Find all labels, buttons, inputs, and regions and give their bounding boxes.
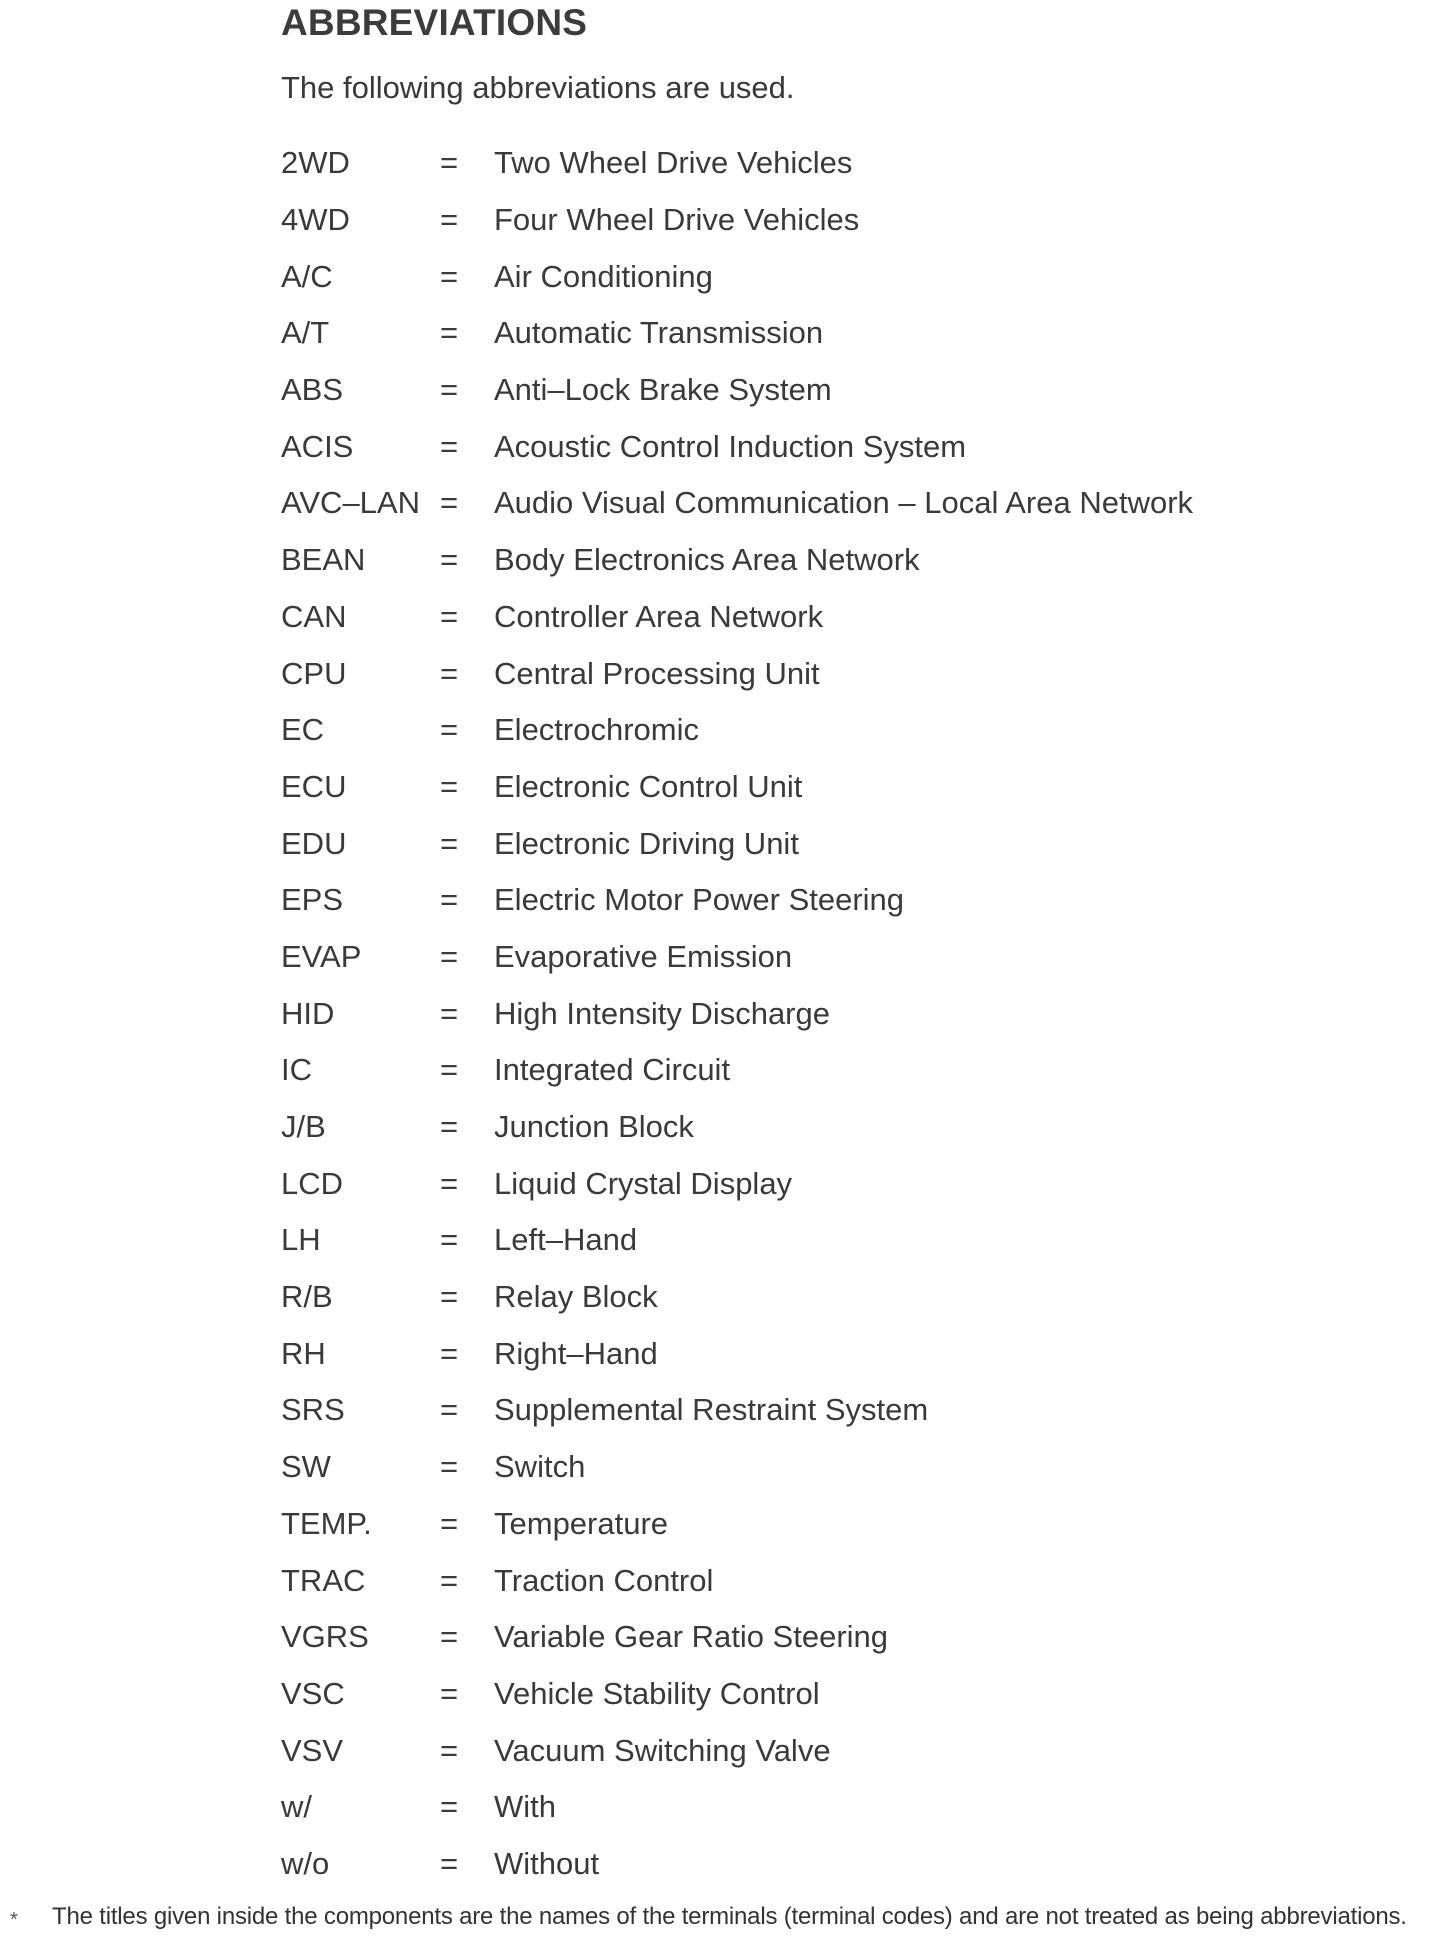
abbreviation-term: VSC	[281, 1675, 345, 1711]
equals-sign: =	[440, 1619, 459, 1655]
abbreviation-term: AVC–LAN	[281, 485, 420, 521]
list-item	[281, 759, 1193, 816]
list-item	[281, 305, 1193, 362]
list-item	[281, 1722, 1193, 1779]
abbreviation-term: VSV	[281, 1732, 344, 1768]
equals-sign: =	[440, 1449, 459, 1485]
abbreviation-term: R/B	[281, 1279, 333, 1315]
equals-sign: =	[440, 825, 459, 861]
abbreviation-definition: Integrated Circuit	[494, 1052, 731, 1088]
equals-sign: =	[440, 428, 459, 464]
abbreviation-term: VGRS	[281, 1619, 369, 1655]
abbreviation-definition: Without	[494, 1845, 600, 1881]
equals-sign: =	[440, 1335, 459, 1371]
list-item	[281, 362, 1193, 419]
intro-text: The following abbreviations are used.	[281, 70, 795, 105]
equals-sign: =	[440, 1845, 459, 1881]
abbreviation-definition: Electrochromic	[494, 712, 699, 748]
abbreviation-term: ECU	[281, 768, 347, 804]
footnote-text: The titles given inside the components are the names of the terminals (terminal codes) and are not treated as being abbreviations.	[52, 1903, 1407, 1930]
list-item	[281, 589, 1193, 646]
abbreviation-term: LH	[281, 1222, 321, 1258]
list-item	[281, 929, 1193, 986]
abbreviation-term: LCD	[281, 1165, 344, 1201]
list-item	[281, 702, 1193, 759]
abbreviation-term: BEAN	[281, 542, 366, 578]
abbreviation-term: TRAC	[281, 1562, 366, 1598]
abbreviation-term: A/T	[281, 315, 330, 351]
abbreviation-definition: Junction Block	[494, 1109, 694, 1145]
list-item	[281, 418, 1193, 475]
equals-sign: =	[440, 485, 459, 521]
equals-sign: =	[440, 995, 459, 1031]
list-item	[281, 248, 1193, 305]
abbreviation-definition: Electric Motor Power Steering	[494, 882, 905, 918]
list-item	[281, 1382, 1193, 1439]
abbreviation-definition: Vehicle Stability Control	[494, 1675, 820, 1711]
list-item	[281, 1496, 1193, 1553]
asterisk-icon: *	[10, 1909, 18, 1931]
abbreviation-definition: Left–Hand	[494, 1222, 638, 1258]
equals-sign: =	[440, 1675, 459, 1711]
equals-sign: =	[440, 1222, 459, 1258]
abbreviation-term: RH	[281, 1335, 326, 1371]
list-item	[281, 1269, 1193, 1326]
list-item	[281, 135, 1193, 192]
list-item	[281, 532, 1193, 589]
abbreviation-term: EDU	[281, 825, 347, 861]
abbreviation-definition: Supplemental Restraint System	[494, 1392, 929, 1428]
list-item	[281, 1212, 1193, 1269]
abbreviation-term: EVAP	[281, 938, 362, 974]
list-item	[281, 1155, 1193, 1212]
equals-sign: =	[440, 1165, 459, 1201]
abbreviation-term: EPS	[281, 882, 344, 918]
list-item	[281, 1042, 1193, 1099]
list-item	[281, 1666, 1193, 1723]
abbreviation-term: IC	[281, 1052, 312, 1088]
abbreviation-definition: Evaporative Emission	[494, 938, 793, 974]
equals-sign: =	[440, 882, 459, 918]
abbreviation-definition: Switch	[494, 1449, 586, 1485]
abbreviation-definition: With	[494, 1789, 556, 1825]
equals-sign: =	[440, 542, 459, 578]
abbreviation-definition: Automatic Transmission	[494, 315, 824, 351]
list-item	[281, 985, 1193, 1042]
equals-sign: =	[440, 1052, 459, 1088]
abbreviation-term: w/	[281, 1789, 312, 1825]
list-item	[281, 815, 1193, 872]
equals-sign: =	[440, 938, 459, 974]
abbreviation-definition: Temperature	[494, 1505, 669, 1541]
abbreviation-definition: Relay Block	[494, 1279, 658, 1315]
abbreviation-definition: Traction Control	[494, 1562, 714, 1598]
abbreviation-definition: Central Processing Unit	[494, 655, 820, 691]
page-title: ABBREVIATIONS	[281, 2, 588, 43]
abbreviation-term: HID	[281, 995, 335, 1031]
abbreviation-term: CAN	[281, 598, 347, 634]
list-item	[281, 872, 1193, 929]
equals-sign: =	[440, 315, 459, 351]
equals-sign: =	[440, 1279, 459, 1315]
abbreviation-definition: Two Wheel Drive Vehicles	[494, 145, 853, 181]
abbreviation-definition: Acoustic Control Induction System	[494, 428, 967, 464]
list-item	[281, 1439, 1193, 1496]
abbreviation-definition: Variable Gear Ratio Steering	[494, 1619, 889, 1655]
abbreviation-definition: Anti–Lock Brake System	[494, 372, 832, 408]
abbreviation-term: SRS	[281, 1392, 345, 1428]
list-item	[281, 645, 1193, 702]
abbreviation-definition: Body Electronics Area Network	[494, 542, 920, 578]
abbreviation-definition: Audio Visual Communication – Local Area Network	[494, 485, 1194, 521]
equals-sign: =	[440, 372, 459, 408]
abbreviation-term: A/C	[281, 258, 333, 294]
abbreviation-term: ACIS	[281, 428, 354, 464]
list-item	[281, 1552, 1193, 1609]
abbreviation-definition: Air Conditioning	[494, 258, 713, 294]
list-item	[281, 192, 1193, 249]
abbreviation-definition: Electronic Driving Unit	[494, 825, 799, 861]
abbreviation-term: ABS	[281, 372, 344, 408]
abbreviation-term: 2WD	[281, 145, 350, 181]
abbreviation-term: 4WD	[281, 202, 350, 238]
equals-sign: =	[440, 1392, 459, 1428]
abbreviation-definition: Right–Hand	[494, 1335, 658, 1371]
equals-sign: =	[440, 598, 459, 634]
equals-sign: =	[440, 1562, 459, 1598]
list-item	[281, 1779, 1193, 1836]
abbreviation-definition: High Intensity Discharge	[494, 995, 830, 1031]
equals-sign: =	[440, 1732, 459, 1768]
list-item	[281, 1836, 1193, 1893]
equals-sign: =	[440, 768, 459, 804]
equals-sign: =	[440, 145, 459, 181]
equals-sign: =	[440, 1109, 459, 1145]
abbreviation-definition: Controller Area Network	[494, 598, 824, 634]
abbreviation-term: SW	[281, 1449, 331, 1485]
equals-sign: =	[440, 655, 459, 691]
list-item	[281, 475, 1193, 532]
equals-sign: =	[440, 712, 459, 748]
equals-sign: =	[440, 1505, 459, 1541]
abbreviation-definition: Electronic Control Unit	[494, 768, 803, 804]
list-item	[281, 1609, 1193, 1666]
abbreviation-definition: Four Wheel Drive Vehicles	[494, 202, 860, 238]
abbreviation-definition: Liquid Crystal Display	[494, 1165, 793, 1201]
abbreviation-term: w/o	[281, 1845, 330, 1881]
equals-sign: =	[440, 1789, 459, 1825]
abbreviation-term: TEMP.	[281, 1505, 372, 1541]
equals-sign: =	[440, 202, 459, 238]
abbreviation-list	[281, 135, 1193, 1892]
list-item	[281, 1325, 1193, 1382]
abbreviation-definition: Vacuum Switching Valve	[494, 1732, 831, 1768]
list-item	[281, 1099, 1193, 1156]
abbreviation-term: J/B	[281, 1109, 326, 1145]
equals-sign: =	[440, 258, 459, 294]
abbreviation-term: EC	[281, 712, 325, 748]
abbreviation-term: CPU	[281, 655, 347, 691]
